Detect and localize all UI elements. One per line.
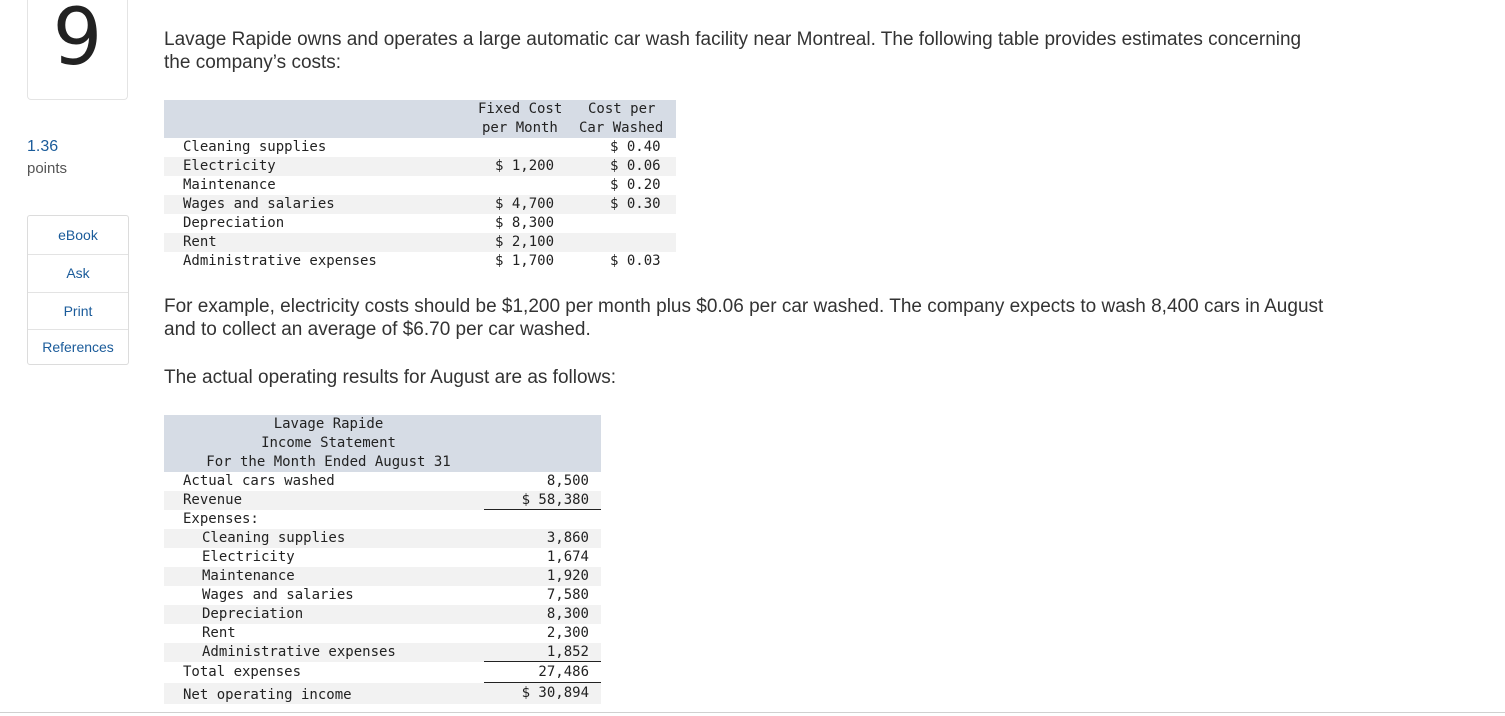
income-statement-table (164, 415, 601, 704)
cost-label: Rent (183, 234, 217, 250)
expense-label: Maintenance (202, 568, 295, 584)
table-row (164, 529, 601, 548)
table-row (164, 624, 601, 643)
income-statement-header (164, 415, 601, 472)
statement-title: Income Statement (261, 435, 396, 451)
fixed-cost-header-line1: Fixed Cost (478, 101, 563, 117)
page-divider (0, 712, 1505, 713)
expense-value: 1,852 (484, 643, 601, 662)
cost-estimates-table (164, 100, 676, 271)
variable-cost-value: $ 0.20 (610, 177, 661, 193)
cost-table-header (164, 100, 676, 138)
company-name: Lavage Rapide (273, 416, 384, 432)
points-value: 1.36 (27, 138, 59, 155)
expense-value: 2,300 (546, 625, 589, 641)
expense-label: Depreciation (202, 606, 304, 622)
total-expenses-value: 27,486 (484, 662, 601, 683)
table-row (164, 662, 601, 683)
table-row (164, 683, 601, 704)
cost-label: Maintenance (183, 177, 276, 193)
question-tools (27, 215, 129, 365)
expenses-label: Expenses: (183, 511, 259, 527)
intro-paragraph: Lavage Rapide owns and operates a large automatic car wash facility near Montreal. The following table provides estimates concerning the company’s costs: (164, 29, 1302, 73)
cost-label: Cleaning supplies (183, 139, 327, 155)
expense-label: Wages and salaries (202, 587, 354, 603)
table-row (164, 472, 601, 491)
table-row (164, 176, 676, 195)
expense-label: Cleaning supplies (202, 530, 346, 546)
cost-label: Administrative expenses (183, 253, 377, 269)
cars-washed-value: 8,500 (546, 473, 589, 489)
table-row (164, 157, 676, 176)
variable-cost-value: $ 0.06 (610, 158, 661, 174)
variable-cost-value: $ 0.30 (610, 196, 661, 212)
expense-value: 7,580 (546, 587, 589, 603)
table-row (164, 510, 601, 529)
cost-label: Electricity (183, 158, 276, 174)
print-button[interactable]: Print (28, 292, 128, 329)
total-expenses-label: Total expenses (183, 664, 302, 680)
net-operating-income-value: $ 30,894 (521, 685, 589, 701)
table-row (164, 214, 676, 233)
fixed-cost-value: $ 8,300 (495, 215, 555, 231)
table-row (164, 548, 601, 567)
question-number: 9 (52, 0, 103, 83)
fixed-cost-value: $ 1,200 (495, 158, 555, 174)
actual-results-intro: The actual operating results for August are as follows: (164, 367, 617, 388)
question-number-box (27, 0, 128, 100)
references-button[interactable]: References (28, 329, 128, 364)
variable-cost-value: $ 0.40 (610, 139, 661, 155)
revenue-label: Revenue (183, 492, 243, 508)
table-row (164, 252, 676, 271)
statement-period: For the Month Ended August 31 (206, 454, 451, 470)
table-row (164, 491, 601, 510)
expense-label: Electricity (202, 549, 295, 565)
expense-label: Administrative expenses (202, 644, 396, 660)
net-operating-income-label: Net operating income (183, 687, 352, 703)
table-row (164, 605, 601, 624)
points-label: points (27, 160, 68, 177)
table-row (164, 567, 601, 586)
table-row (164, 643, 601, 662)
example-paragraph: For example, electricity costs should be $1,200 per month plus $0.06 per car washed. The company expects to wash 8,400 cars in August and to collect an average of $6.70 per car washed. (164, 296, 1324, 340)
expense-value: 1,674 (546, 549, 589, 565)
revenue-value: $ 58,380 (484, 491, 601, 510)
variable-cost-header-line2: Car Washed (579, 120, 664, 136)
fixed-cost-value: $ 1,700 (495, 253, 555, 269)
expense-value: 8,300 (546, 606, 589, 622)
expense-value: 1,920 (546, 568, 589, 584)
fixed-cost-value: $ 4,700 (495, 196, 555, 212)
table-row (164, 195, 676, 214)
cost-label: Wages and salaries (183, 196, 335, 212)
expense-value: 3,860 (546, 530, 589, 546)
fixed-cost-value: $ 2,100 (495, 234, 555, 250)
expense-label: Rent (202, 625, 236, 641)
ask-button[interactable]: Ask (28, 254, 128, 292)
cars-washed-label: Actual cars washed (183, 473, 335, 489)
table-row (164, 138, 676, 157)
variable-cost-header-line1: Cost per (588, 101, 656, 117)
cost-label: Depreciation (183, 215, 285, 231)
ebook-button[interactable]: eBook (58, 227, 98, 243)
table-row (164, 586, 601, 605)
variable-cost-value: $ 0.03 (610, 253, 661, 269)
fixed-cost-header-line2: per Month (482, 120, 558, 136)
table-row (164, 233, 676, 252)
